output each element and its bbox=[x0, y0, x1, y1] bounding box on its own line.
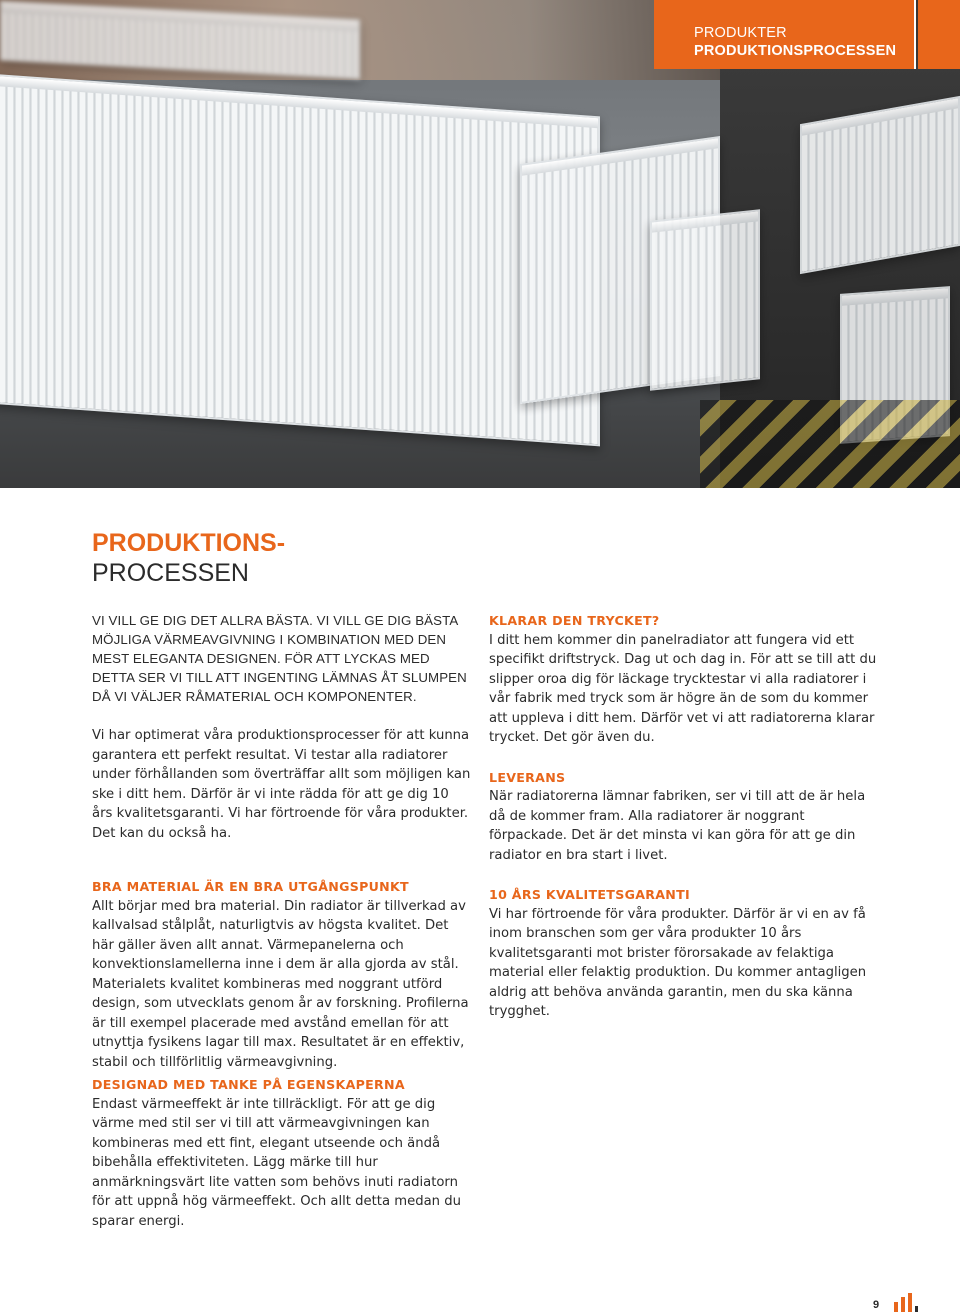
section-text-delivery: När radiatorerna lämnar fabriken, ser vi till att de är hela då de kommer fram. Alla radiatorer är noggrant förpackade. Det är det minsta vi kan göra för att ge din radiator en bra start i livet. bbox=[489, 789, 866, 863]
section-heading-delivery: LEVERANS bbox=[489, 769, 566, 785]
title-line-1: PRODUKTIONS- bbox=[92, 529, 286, 557]
category-label: PRODUKTER bbox=[694, 25, 787, 41]
page-number: 9 bbox=[873, 1299, 880, 1311]
radiator-panel bbox=[800, 96, 960, 274]
section-heading-design: DESIGNAD MED TANKE PÅ EGENSKAPERNA bbox=[92, 1077, 405, 1092]
left-bottom-column bbox=[92, 1075, 472, 1231]
section-text-warranty: Vi har förtroende för våra produkter. Därför är vi en av få inom branschen som ger våra produkter 10 års kvalitetsgaranti mot brister förorsakade av felaktiga material eller felaktig produktion. Du kommer antagligen aldrig att behöva använda garantin, men du ska känna trygghet. bbox=[489, 906, 867, 1019]
section-heading-pressure: KLARAR DEN TRYCKET? bbox=[489, 613, 660, 628]
intro-text: VI VILL GE DIG DET ALLRA BÄSTA. VI VILL GE DIG BÄSTA MÖJLIGA VÄRMEAVGIVNING I KOMBINATION MED DEN MEST ELEGANTA DESIGNEN. FÖR ATT LYCKAS MED DETTA SER VI TILL ATT INGENTING LÄMNAS ÅT SLUMPEN DÅ VI VÄLJER RÅMATERIAL OCH KOMPONENTER. bbox=[92, 613, 467, 704]
section-text-material: Allt börjar med bra material. Din radiator är tillverkad av kallvalsad stålplåt, naturligtvis av högsta kvalitet. Det här gäller även allt annat. Värmepanelerna och konvektionslamellerna inne i dem är alla gjorda av stål. Materialets kvalitet kombineras med noggrant utförd design, som utvecklats genom år av forskning. Profilerna är till exempel placerade med avstånd emellan för att utnyttja fysikens lagar till max. Resultatet är en effektiv, stabil och tillförlitlig värmeavgivning. bbox=[92, 898, 469, 1070]
section-text-pressure: I ditt hem kommer din panelradiator att fungera vid ett specifikt driftstryck. Dag ut och dag in. För att se till att du slipper oroa dig för läckage trycktestar vi alla radiatorer i vår fabrik med tryck som är högre än de som du kommer att uppleva i ditt hem. Därför vet vi att radiatorerna klarar trycket. Det gör även du. bbox=[489, 632, 877, 745]
left-column bbox=[92, 611, 472, 1072]
section-label: PRODUKTIONSPROCESSEN bbox=[694, 43, 897, 59]
hazard-stripes bbox=[700, 400, 960, 488]
section-tab bbox=[654, 0, 916, 69]
radiator-panel bbox=[0, 74, 600, 447]
section-heading-warranty: 10 ÅRS KVALITETSGARANTI bbox=[489, 887, 691, 902]
section-text-design: Endast värmeeffekt är inte tillräckligt. För att ge dig värme med stil ser vi till att värmeavgivningen kan kombineras med ett fint, elegant utseende och ändå bibehålla effektiviteten. Lägg märke till hur anmärkningsvärt lite vatten som behövs inuti radiatorn för att uppnå hög värmeeffekt. Och allt detta medan du sparar energi. bbox=[92, 1096, 461, 1229]
tab-strip bbox=[918, 0, 960, 69]
body-paragraph: Vi har optimerat våra produktionsprocesser för att kunna garantera ett perfekt resultat. Vi testar alla radiatorer under förhållanden som överträffar allt som möjligen kan ske i ditt hem. Därför är vi inte rädda för att ge dig 10 års kvalitetsgaranti. Vi har förtroende för våra produkter. Det kan du också ha. bbox=[92, 728, 471, 841]
section-heading-material: BRA MATERIAL ÄR EN BRA UTGÅNGSPUNKT bbox=[92, 879, 409, 894]
hero-photo bbox=[0, 0, 960, 488]
radiator-panel bbox=[650, 209, 760, 391]
right-column bbox=[489, 611, 879, 1022]
page-title bbox=[92, 528, 285, 588]
brand-logo-icon bbox=[893, 1292, 919, 1312]
title-line-2: PROCESSEN bbox=[92, 559, 249, 587]
